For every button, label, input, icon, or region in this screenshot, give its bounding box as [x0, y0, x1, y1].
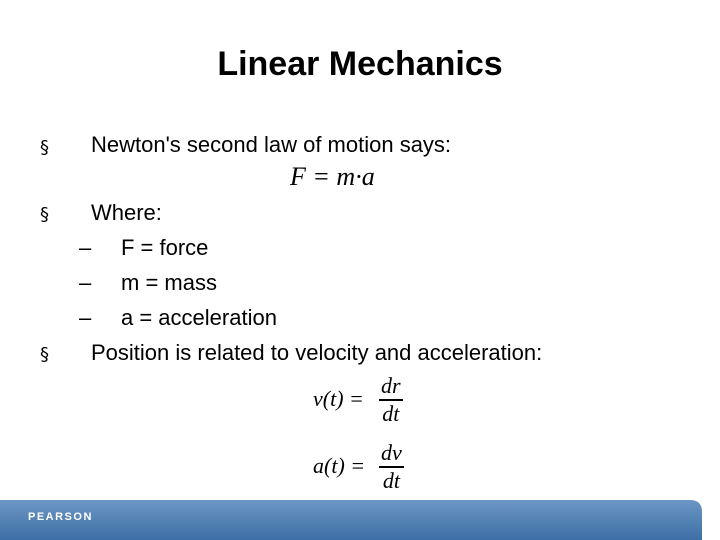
bullet-marker: § — [40, 204, 49, 225]
pearson-logo: PEARSON — [28, 511, 93, 523]
acceleration-numerator: dv — [381, 440, 402, 465]
bullet-text: Position is related to velocity and acceleration: — [91, 340, 543, 365]
sub-item-text: F = force — [121, 235, 209, 260]
bullet-marker: § — [40, 344, 49, 365]
acceleration-fraction — [379, 440, 404, 494]
acceleration-denominator: dt — [382, 467, 400, 493]
sub-item-dash: – — [79, 305, 92, 330]
newton-equation: F = m·a — [290, 162, 375, 191]
bullet-text: Newton's second law of motion says: — [91, 132, 452, 157]
bullet-marker: § — [40, 137, 49, 158]
sub-item-text: m = mass — [121, 270, 217, 295]
velocity-equation-lhs: v(t) = — [313, 386, 364, 411]
bullet-text: Where: — [91, 200, 162, 225]
slide-title: Linear Mechanics — [217, 45, 503, 83]
acceleration-equation-lhs: a(t) = — [313, 453, 366, 478]
velocity-denominator: dt — [382, 400, 400, 426]
velocity-fraction — [379, 373, 403, 427]
footer-bar — [0, 500, 720, 540]
sub-item-text: a = acceleration — [121, 305, 277, 330]
sub-item-dash: – — [79, 235, 92, 260]
velocity-numerator: dr — [381, 373, 401, 398]
sub-item-dash: – — [79, 270, 92, 295]
